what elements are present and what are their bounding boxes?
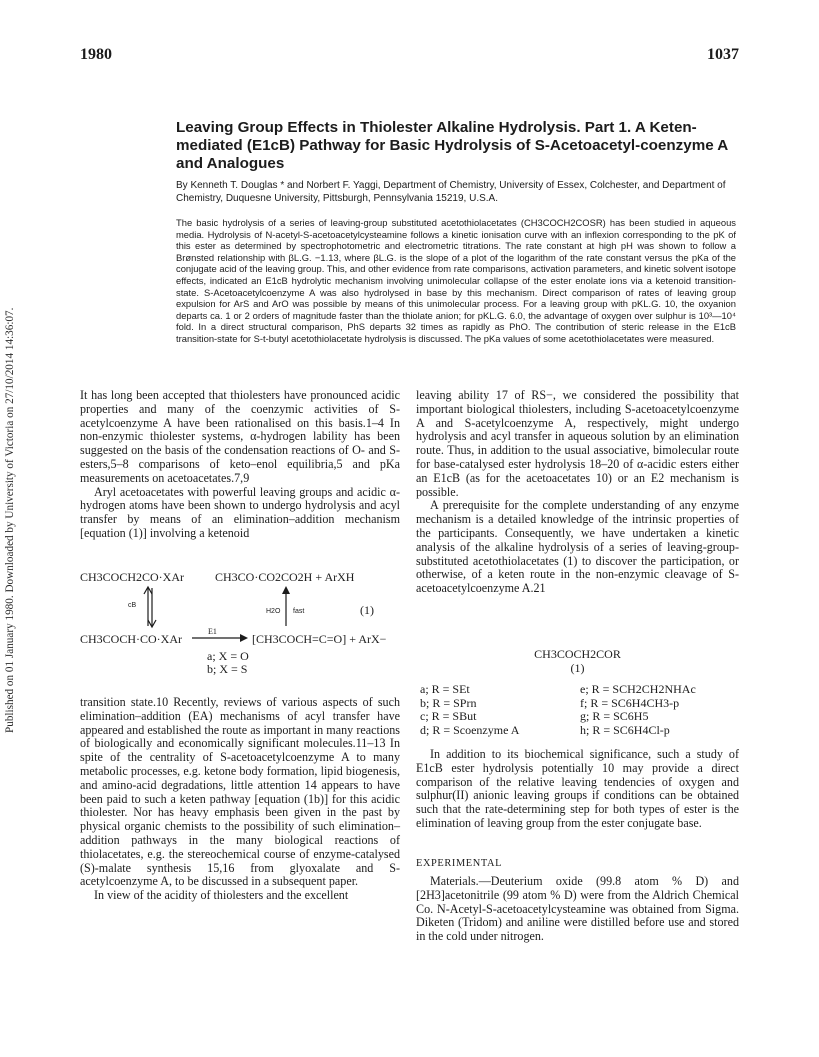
scheme-reactant: CH3COCH2CO·XAr: [80, 570, 185, 584]
intro-paragraph: It has long been accepted that thiolesters have pronounced acidic properties and many of the coenzymic activities of S-acetylcoenzyme A have been rationalised on this basis.1–4 In non-enzymic thiolester systems, α-hydrogen lability has been suggested on the basis of the condensation reactions of O- and S-esters,5–8 comparisons of keto–enol equilibria,5 and pKa measurements on acetoacetates.7,9: [80, 388, 400, 485]
abstract: The basic hydrolysis of a series of leaving-group substituted acetothiolacetates (CH3COCH2COSR) has been studied in aqueous media. Hydrolysis of N-acetyl-S-acetoacetylcysteamine follows a kinetic ionisation curve with an inflexion corresponding to the pK of this ester as determined by spectrophotometric and electrometric titrations. The rate constant at high pH was shown to follow a Brønsted relationship with βL.G. −1.13, where βL.G. is the slope of a plot of the logarithm of the rate constant versus the pKa of the conjugate acid of the leaving group. This, and other evidence from rate comparisons, activation parameters, and kinetic solvent isotope effects, indicated an E1cB hydrolytic mechanism involving unimolecular collapse of the ester enolate ions via a ketenoid transition-state. S-Acetoacetylcoenzyme A was also hydrolysed in base by this mechanism. Direct comparison of rates of leaving group expulsion for ArS and ArO was possible by means of this unimolecular process. For a leaving group with pKL.G. 10, the oxyanion departs ca. 1 or 2 orders of magnitude faster than the thiolate anion; for pKL.G. 6.0, the advantage of oxygen over sulphur is 10³—10⁴ fold. In a direct structural comparison, PhS departs 32 times as rapidly as PhO. The contribution of steric release in the E1cB transition-state for S-t-butyl acetothiolacetate hydrolysis is discussed. The pKa values of some acetothiolacetates were measured.: [176, 217, 736, 344]
r-entry-b: b; R = SPrn: [420, 695, 477, 710]
prerequisite-paragraph: A prerequisite for the complete understanding of any enzyme mechanism is a detailed knowledge of the intrinsic properties of the participants. Consequently, we have undertaken a kinetic analysis of the alkaline hydrolysis of a series of leaving-group-substituted acetothiolacetates (1) to discover the participation, or otherwise, of a keten route in the non-enzymic cleavage of S-acetoacetylcoenzyme A.21: [416, 498, 739, 596]
article-title: Leaving Group Effects in Thiolester Alkaline Hydrolysis. Part 1. A Keten-mediated (E1cB) Pathway for Basic Hydrolysis of S-Acetoacetyl-coenzyme A and Analogues: [176, 119, 728, 172]
right-column-bottom: [416, 875, 739, 944]
scheme-keten: [CH3COCH=C=O] + ArX−: [252, 632, 387, 646]
water-label: H2O: [266, 608, 281, 615]
substituent-table: [420, 683, 696, 737]
table-row: [420, 683, 696, 697]
equation-number: (1): [360, 603, 374, 617]
acidity-paragraph: In view of the acidity of thiolesters and the excellent: [94, 888, 349, 903]
page-number: 1037: [707, 46, 739, 63]
journal-year: 1980: [80, 46, 112, 63]
download-sidebar-note: Published on 01 January 1980. Downloaded by University of Victoria on 27/10/2014 14:36:07.: [4, 307, 16, 733]
right-column-top: [416, 389, 739, 596]
right-column-middle: [416, 748, 739, 831]
author-line: By Kenneth T. Douglas * and Norbert F. Yaggi, Department of Chemistry, University of Essex, Colchester, and Department of Chemistry, Duquesne University, Pittsburgh, Pennsylvania 15219, U.S.A.: [176, 180, 726, 204]
variant-a: a; X = O: [207, 649, 249, 663]
e1-label: E1: [208, 627, 217, 636]
compound-formula: CH3COCH2COR: [534, 647, 621, 661]
r-entry-g: g; R = SC6H5: [580, 709, 649, 724]
r-entry-d: d; R = Scoenzyme A: [420, 722, 520, 737]
leaving-ability-paragraph: leaving ability 17 of RS−, we considered the possibility that important biological thiolesters, including S-acetoacetylcoenzyme A and S-acetylcoenzyme A, respectively, might undergo hydrolysis and acyl transfer in aqueous solution by an elimination route. Thus, in addition to the usual associative, bimolecular route for base-catalysed ester hydrolysis 18–20 of α-acidic esters either an E1cB (as for the acetoacetates 10) or an E2 mechanism is possible.: [416, 388, 739, 499]
r-entry-c: c; R = SBut: [420, 709, 477, 724]
experimental-heading: EXPERIMENTAL: [416, 858, 503, 869]
scheme-enolate: CH3COCH·CO·XAr: [80, 632, 182, 646]
aryl-paragraph: Aryl acetoacetates with powerful leaving groups and acidic α-hydrogen atoms have been shown to undergo hydrolysis and acyl transfer by means of an elimination–addition mechanism [equation (1)] involving a ketenoid: [80, 484, 400, 540]
scheme-products: CH3CO·CO2CO2H + ArXH: [215, 570, 355, 584]
compound-number: (1): [570, 661, 585, 675]
left-column-bottom: [80, 696, 400, 903]
r-entry-e: e; R = SCH2CH2NHAc: [580, 682, 696, 696]
cb-label: cB: [128, 602, 137, 609]
significance-paragraph: In addition to its biochemical significance, such a study of E1cB ester hydrolysis potentially 10 may provide a direct comparison of the relative leaving tendencies of oxygen and sulphur(II) anionic leaving groups if conditions can be obtained such that the rate-determining step for both types of ester is the elimination of leaving group from the ester conjugate base.: [416, 747, 739, 830]
variant-b: b; X = S: [207, 662, 248, 676]
compound-label: [416, 647, 739, 675]
materials-paragraph: Materials.—Deuterium oxide (99.8 atom % D) and [2H3]acetonitrile (99 atom % D) were from the Aldrich Chemical Co. N-Acetyl-S-acetoacetylcysteamine was obtained from Sigma. Diketen (Tridom) and aniline were distilled before use and stored in the cold under nitrogen.: [416, 874, 739, 944]
table-row: [420, 710, 696, 724]
reaction-scheme: [80, 570, 400, 676]
left-column-top: [80, 389, 400, 541]
reviews-paragraph: transition state.10 Recently, reviews of various aspects of such elimination–addition (EA) mechanisms of acyl transfer have appeared and established the route as important in many reactions of biologically and economically significant molecules.11–13 In spite of the centrality of S-acetoacetylcoenzyme A to many metabolic processes, e.g. ketone body formation, lipid biogenesis, and amino-acid degradations, little attention 14 appears to have been paid to such a keten pathway [equation (1b)] for this acidic thiolester. Nor has heavy emphasis been given in the past by physical organic chemists to the possibility of such elimination–addition pathways in the many biological reactions of thiolacetates, e.g. the stereochemical course of enzyme-catalysed (S)-malate synthesis 15,16 from glyoxalate and S-acetylcoenzyme A, to be discussed in a subsequent paper.: [80, 695, 400, 889]
table-row: [420, 697, 696, 711]
r-entry-a: a; R = SEt: [420, 682, 470, 696]
fast-label: fast: [293, 608, 305, 615]
r-entry-f: f; R = SC6H4CH3-p: [580, 695, 680, 710]
r-entry-h: h; R = SC6H4Cl-p: [580, 722, 670, 737]
table-row: [420, 724, 696, 738]
